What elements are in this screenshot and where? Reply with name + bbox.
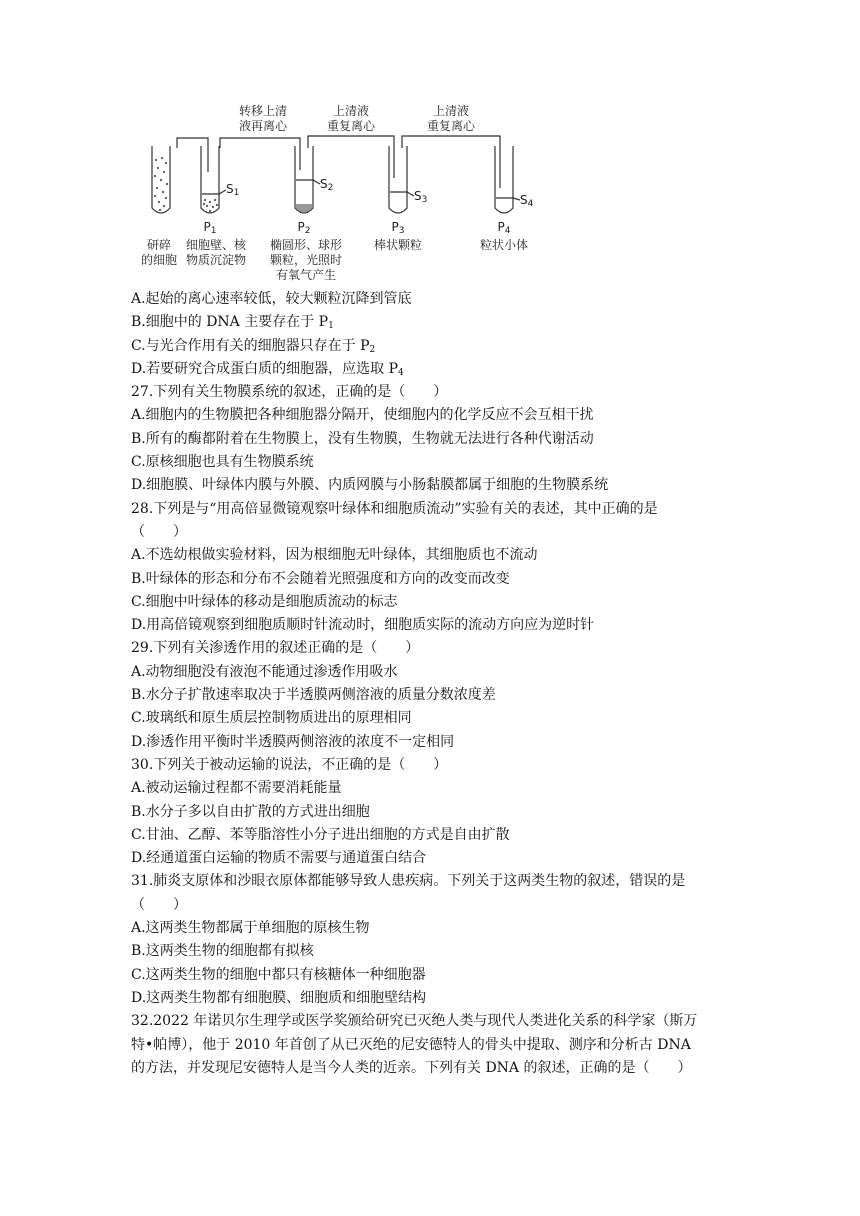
tube-desc-2-line1: 椭圆形、球形 [269,238,342,252]
q30-option-c: C.甘油、乙醇、苯等脂溶性小分子进出细胞的方式是自由扩散 [131,826,510,843]
pellet-label-p4: $P_4$ [497,220,511,236]
q26-option-c: C.与光合作用有关的细胞器只存在于 $P_2$ [131,337,376,355]
q27-option-a: A.细胞内的生物膜把各种细胞器分隔开，使细胞内的化学反应不会互相干扰 [131,407,594,424]
tube-desc-3-line1: 棒状颗粒 [373,238,422,252]
arrow-label-0 [228,104,298,134]
q28-option-a: A.不选幼根做实验材料，因为根细胞无叶绿体，其细胞质也不流动 [131,547,538,564]
q26-option-d: D.若要研究合成蛋白质的细胞器，应选取 $P_4$ [131,360,404,378]
q29-option-c: C.玻璃纸和原生质层控制物质进出的原理相同 [131,710,412,727]
pellet-label-p3: $P_3$ [391,220,405,236]
arrow-label-1-line2: 重复离心 [326,119,375,133]
q26-option-b: B.细胞中的 DNA 主要存在于 $P_1$ [131,314,334,332]
tube-3 [389,146,407,213]
tube-desc-1-line2: 物质沉淀物 [185,253,246,267]
tube-desc-4-line1: 粒状小体 [479,238,528,252]
q29-option-d: D.渗透作用平衡时半透膜两侧溶液的浓度不一定相同 [131,733,455,750]
tube-desc-2-line3: 有氧气产生 [275,268,336,282]
q27-stem: 27.下列有关生物膜系统的叙述，正确的是（ ） [131,384,448,401]
q28-stem-line2: （ ） [131,523,187,540]
q27-option-d: D.细胞膜、叶绿体内膜与外膜、内质网膜与小肠黏膜都属于细胞的生物膜系统 [131,477,609,494]
arrow-label-1 [316,104,386,134]
tube-desc-2-line2: 颗粒，光照时 [269,253,342,267]
arrow-label-1-line1: 上清液 [332,104,369,118]
transfer-arrow-3 [402,136,500,148]
tube-desc-2 [264,238,348,283]
question-content [131,288,731,1080]
supernatant-label-s2: $S_2$ [320,177,334,193]
q32-stem-line1: 32.2022 年诺贝尔生理学或医学奖颁给研究已灭绝人类与现代人类进化关系的科学家（斯万 [131,1013,698,1030]
q31-option-d: D.这两类生物都有细胞膜、细胞质和细胞壁结构 [131,989,427,1006]
arrow-label-2-line1: 上清液 [432,104,469,118]
q30-option-a: A.被动运输过程都不需要消耗能量 [131,780,342,797]
q29-option-b: B.水分子扩散速率取决于半透膜两侧溶液的质量分数浓度差 [131,687,496,704]
q28-option-c: C.细胞中叶绿体的移动是细胞质流动的标志 [131,593,398,610]
transfer-arrow-1 [220,138,300,148]
q26-option-a: A.起始的离心速率较低，较大颗粒沉降到管底 [131,291,412,307]
q27-option-c: C.原核细胞也具有生物膜系统 [131,454,314,471]
q31-option-a: A.这两类生物都属于单细胞的原核生物 [131,920,370,937]
q31-stem-line2: （ ） [131,896,187,913]
arrow-label-0-line1: 转移上清 [238,104,287,118]
q30-stem: 30.下列关于被动运输的说法，不正确的是（ ） [131,756,448,773]
q28-stem-line1: 28.下列是与“用高倍显微镜观察叶绿体和细胞质流动”实验有关的表述，其中正确的是 [131,500,658,517]
tube-4 [495,146,513,213]
q29-option-a: A.动物细胞没有液泡不能通过渗透作用吸水 [131,663,398,680]
q28-option-d: D.用高倍镜观察到细胞质顺时针流动时，细胞质实际的流动方向应为逆时针 [131,617,595,634]
supernatant-label-s4: $S_4$ [520,193,534,209]
arrow-label-2 [416,104,486,134]
q29-stem: 29.下列有关渗透作用的叙述正确的是（ ） [131,640,420,657]
tube-desc-1 [176,238,256,268]
pellet-label-p2: $P_2$ [297,220,311,236]
tube-desc-1-line1: 细胞壁、核 [185,238,246,252]
transfer-arrow-0 [177,138,208,148]
centrifugation-diagram [140,100,600,286]
arrow-label-0-line2: 液再离心 [238,119,287,133]
q31-option-c: C.这两类生物的细胞中都只有核糖体一种细胞器 [131,966,426,983]
q30-option-d: D.经通道蛋白运输的物质不需要与通道蛋白结合 [131,850,427,867]
q27-option-b: B.所有的酶都附着在生物膜上，没有生物膜，生物就无法进行各种代谢活动 [131,430,594,447]
q32-stem-line2: 特•帕博），他于 2010 年首创了从已灭绝的尼安德特人的骨头中提取、测序和分析古 DNA [131,1036,691,1053]
pellet-label-p1: $P_1$ [203,220,217,236]
tube-desc-0-line2: 的细胞 [140,253,177,267]
supernatant-label-s3: $S_3$ [414,189,428,205]
arrow-label-2-line2: 重复离心 [426,119,475,133]
transfer-arrow-2 [308,136,394,148]
tube-desc-4 [472,238,536,253]
tube-desc-0-line1: 研碎 [146,238,171,252]
q32-stem-line3: 的方法，并发现尼安德特人是当今人类的近亲。下列有关 DNA 的叙述，正确的是（ ） [131,1059,692,1076]
supernatant-label-s1: $S_1$ [226,182,240,198]
tube-desc-3 [366,238,430,253]
q31-option-b: B.这两类生物的细胞都有拟核 [131,943,314,960]
q30-option-b: B.水分子多以自由扩散的方式进出细胞 [131,803,370,820]
q28-option-b: B.叶绿体的形态和分布不会随着光照强度和方向的改变而改变 [131,570,510,587]
q31-stem-line1: 31.肺炎支原体和沙眼衣原体都能够导致人患疾病。下列关于这两类生物的叙述，错误的是 [131,873,686,890]
